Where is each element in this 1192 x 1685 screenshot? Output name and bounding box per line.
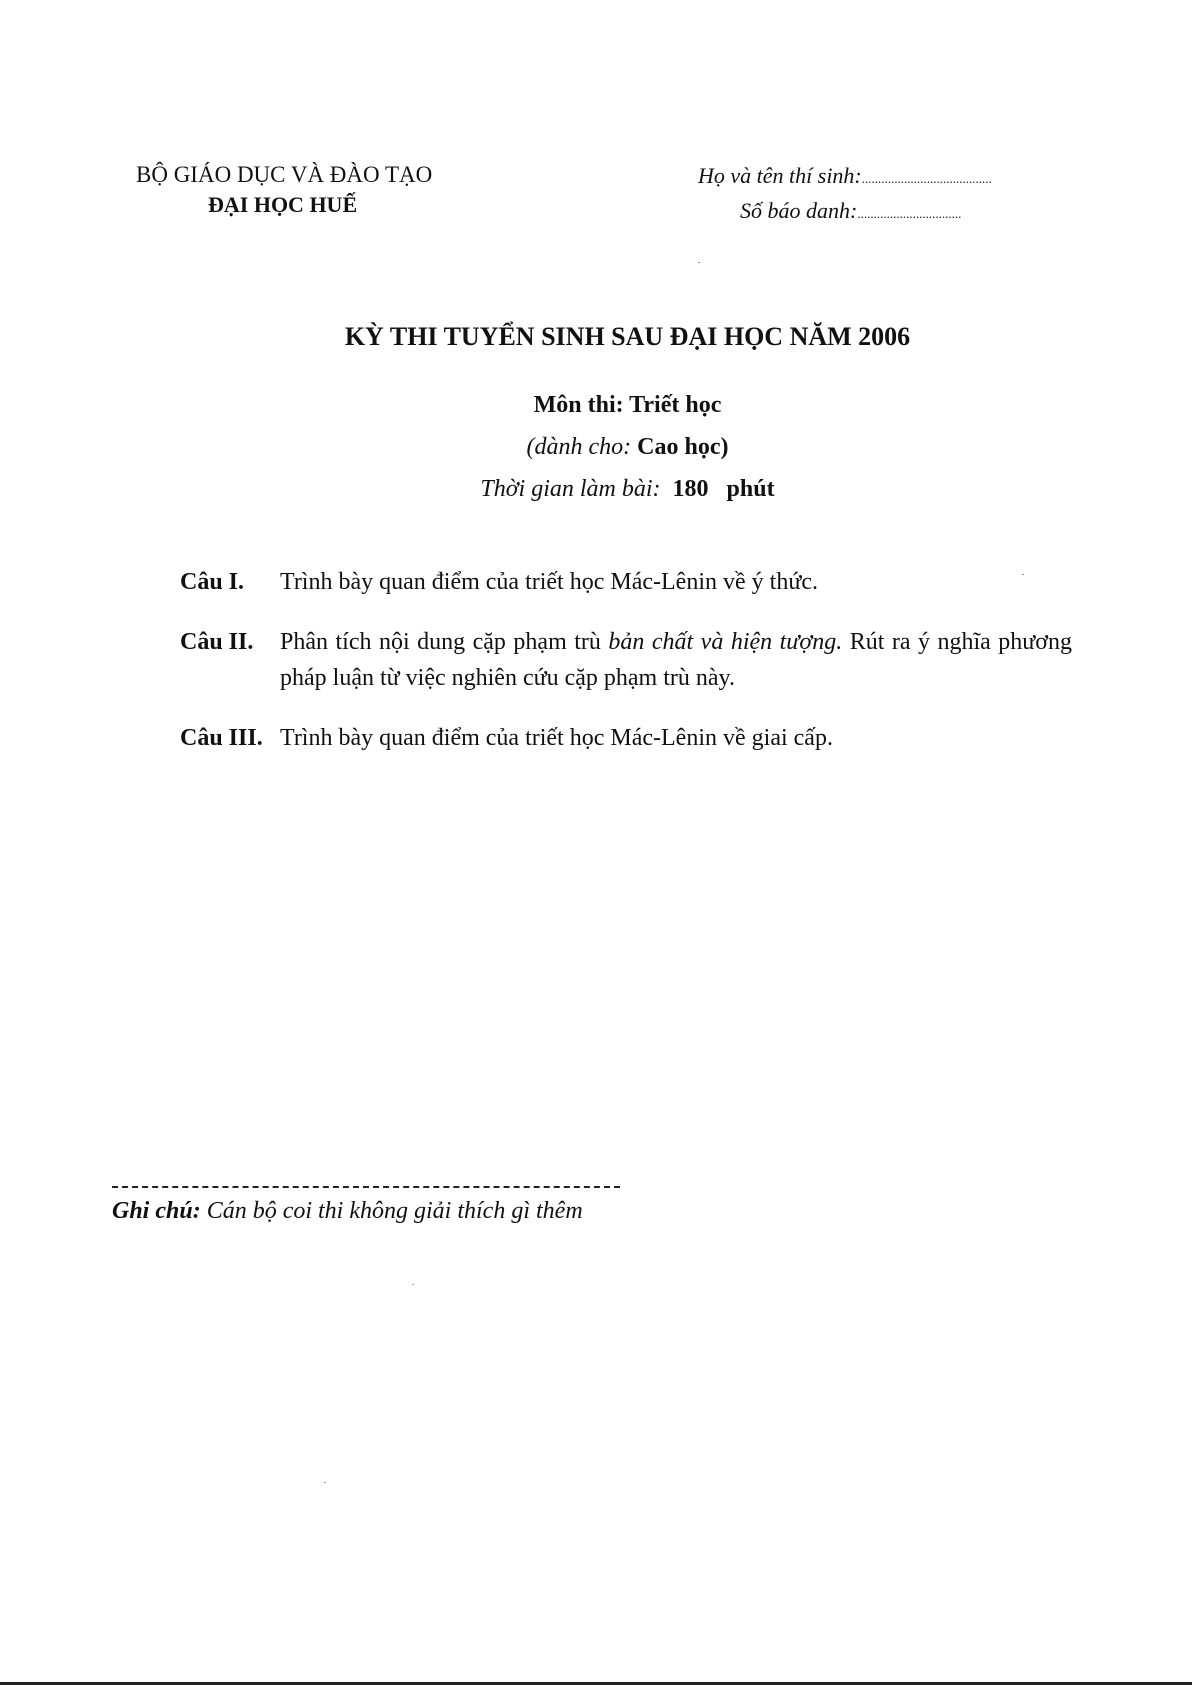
question-label: Câu III. xyxy=(180,725,263,751)
note-label: Ghi chú: xyxy=(112,1198,201,1224)
duration-value: 180 xyxy=(672,476,709,502)
question-label: Câu I. xyxy=(180,569,245,595)
scan-speck xyxy=(698,262,700,263)
question-text-part: Phân tích nội dung cặp phạm trù xyxy=(280,629,609,655)
audience-prefix: (dành cho: xyxy=(526,434,632,460)
note-divider xyxy=(112,1186,620,1188)
audience-value: Cao học) xyxy=(637,434,729,460)
subject-line xyxy=(0,392,1192,419)
issuer-block xyxy=(136,160,456,220)
scan-speck xyxy=(1022,574,1024,575)
candidate-number-blank: ................................ xyxy=(857,206,962,221)
duration-line xyxy=(0,476,1192,503)
question-label: Câu II. xyxy=(180,629,254,655)
ministry-name: BỘ GIÁO DỤC VÀ ĐÀO TẠO xyxy=(136,162,433,187)
question-text-emphasis: bản chất và hiện tượng. xyxy=(608,629,843,655)
question-list xyxy=(180,564,1072,780)
question-1 xyxy=(180,564,1072,600)
footer-note xyxy=(112,1198,583,1225)
note-text: Cán bộ coi thi không giải thích gì thêm xyxy=(200,1198,583,1224)
question-3 xyxy=(180,720,1072,756)
university-name: ĐẠI HỌC HUẾ xyxy=(208,192,358,217)
candidate-number-line xyxy=(740,195,1078,230)
exam-title: KỲ THI TUYỂN SINH SAU ĐẠI HỌC NĂM 2006 xyxy=(344,322,911,351)
candidate-name-blank: ........................................ xyxy=(861,171,992,186)
question-2 xyxy=(180,624,1072,696)
candidate-name-label: Họ và tên thí sinh: xyxy=(698,163,862,188)
question-text xyxy=(280,624,1072,696)
scan-speck xyxy=(412,1284,414,1285)
audience-line xyxy=(0,434,1192,461)
candidate-name-line xyxy=(698,160,1078,195)
question-text: Trình bày quan điểm của triết học Mác-Lênin về giai cấp. xyxy=(280,725,833,751)
duration-unit: phút xyxy=(726,476,775,502)
question-text-part: Rút ra ý nghĩa phương pháp luận từ việc nghiên cứu cặp phạm trù này. xyxy=(280,629,1072,691)
candidate-info-block xyxy=(698,160,1078,230)
candidate-number-label: Số báo danh: xyxy=(740,198,858,223)
question-text: Trình bày quan điểm của triết học Mác-Lênin về ý thức. xyxy=(280,569,818,595)
scan-speck xyxy=(324,1482,326,1483)
subject: Môn thi: Triết học xyxy=(533,392,722,418)
duration-label: Thời gian làm bài: xyxy=(480,476,661,502)
